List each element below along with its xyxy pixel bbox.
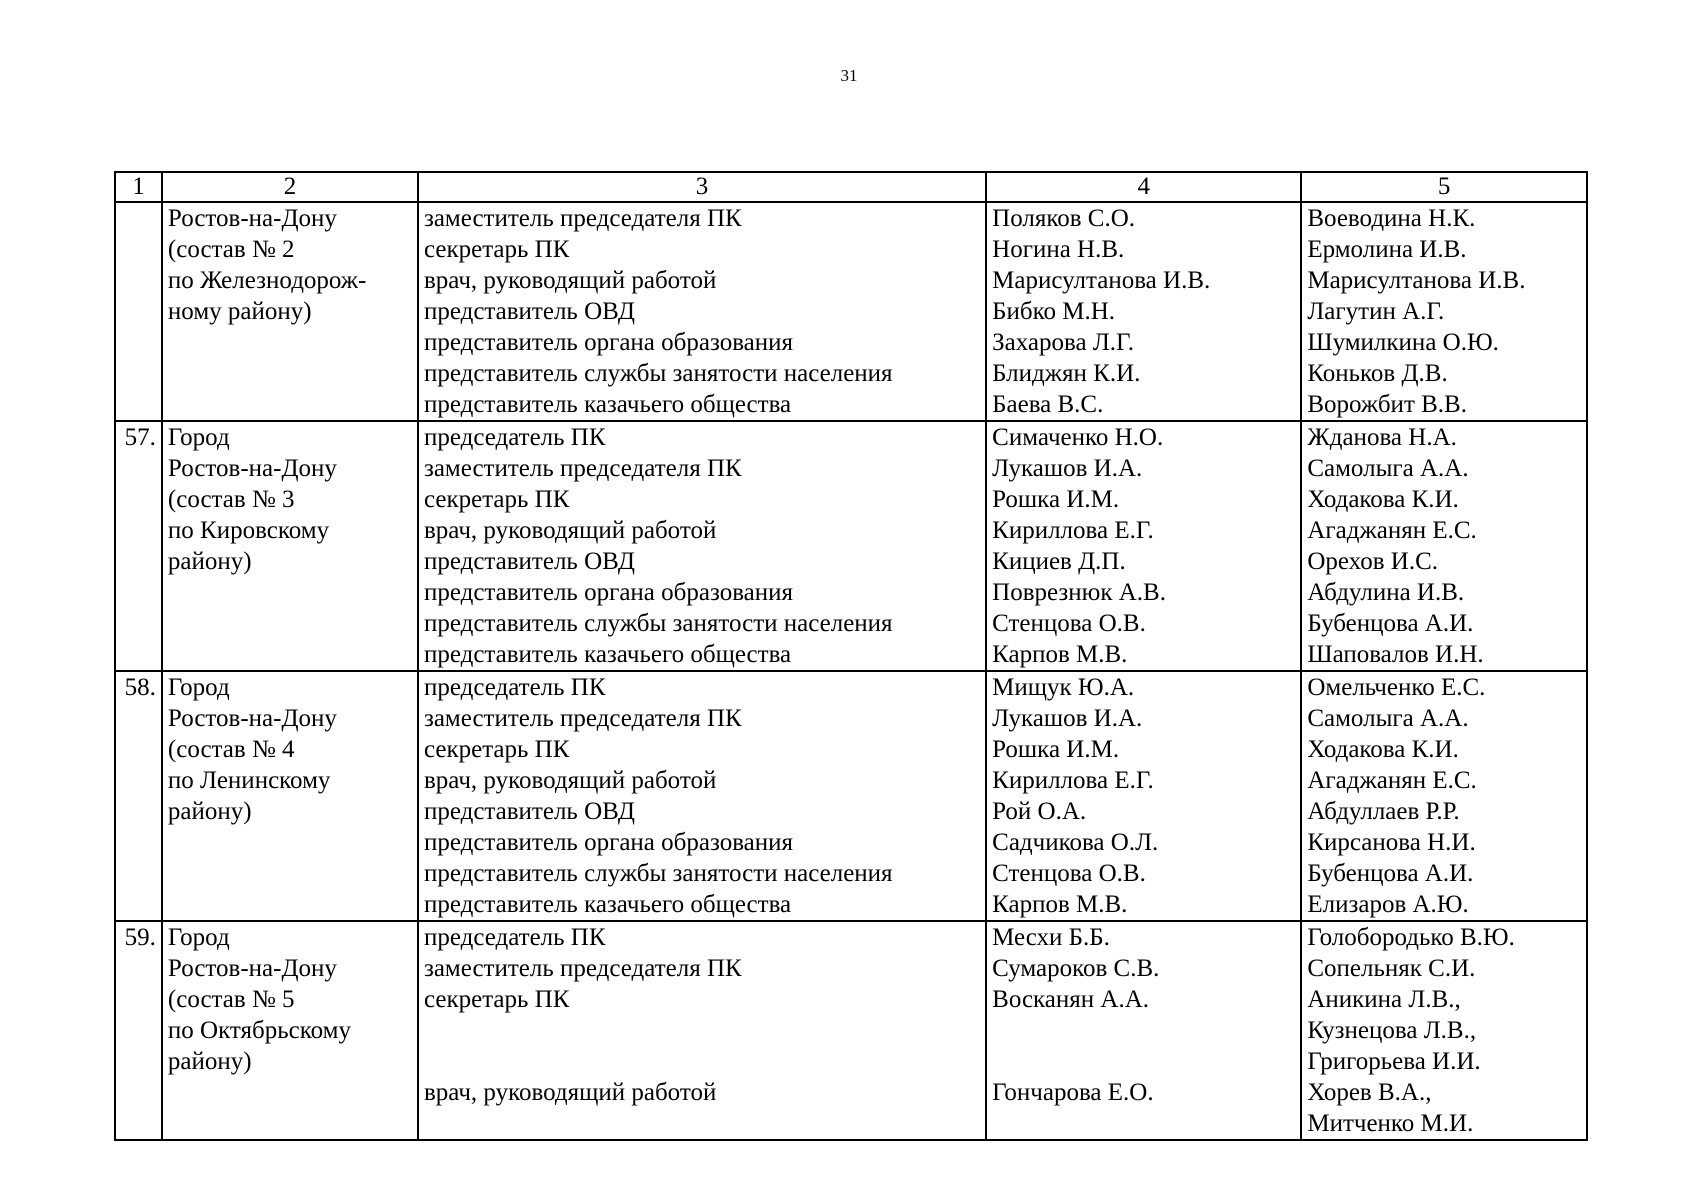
members-line: Мищук Ю.А. [992,674,1135,701]
roles-line [424,1015,980,1046]
roles-line: представитель органа образования [423,829,794,856]
members-line: Бибко М.Н. [992,298,1116,325]
territory-line: району) [167,1048,252,1075]
row-number [115,202,162,421]
roles-cell [418,671,986,921]
roles-line: секретарь ПК [423,486,570,513]
territory-line: Ростов-на-Дону [167,205,337,232]
members-line [992,1046,1295,1077]
members-line: Сумароков С.В. [992,955,1160,982]
reserves-line: Сопельняк С.И. [1307,955,1476,982]
reserves-line: Ходакова К.И. [1307,486,1459,513]
roles-line: врач, руководящий работой [423,517,717,544]
reserves-line: Воеводина Н.К. [1307,205,1476,232]
roles-line: заместитель председателя ПК [423,705,742,732]
territory-line: району) [167,548,252,575]
reserves-line: Бубенцова А.И. [1307,860,1474,887]
members-line: Лукашов И.А. [992,705,1143,732]
reserves-line: Голобородько В.Ю. [1307,924,1515,951]
roles-line: заместитель председателя ПК [423,205,742,232]
table-row [115,671,1587,921]
members-line: Симаченко Н.О. [992,424,1164,451]
roles-cell [418,421,986,671]
reserves-line: Ермолина И.В. [1307,236,1467,263]
territory-line: по Ленинскому [167,767,331,794]
members-line: Рошка И.М. [992,486,1120,513]
roles-line: председатель ПК [423,924,606,951]
row-number: 57. [115,421,162,671]
territory-line: (состав № 5 [167,986,295,1013]
reserves-line: Ходакова К.И. [1307,736,1459,763]
roles-line: представитель ОВД [423,548,635,575]
territory-line: Ростов-на-Дону [167,455,337,482]
header-col-2: 2 [162,172,418,202]
roles-line: представитель службы занятости населения [423,610,893,637]
roles-line: председатель ПК [423,424,606,451]
reserves-line: Григорьева И.И. [1307,1048,1481,1075]
roles-line: секретарь ПК [423,986,570,1013]
members-line: Садчикова О.Л. [992,829,1159,856]
members-line [992,1015,1295,1046]
reserves-line: Кирсанова Н.И. [1307,829,1476,856]
reserves-line: Омельченко Е.С. [1307,674,1486,701]
members-line: Стенцова О.В. [992,860,1146,887]
roles-line: врач, руководящий работой [423,767,717,794]
reserves-line: Жданова Н.А. [1307,424,1457,451]
commission-table [114,171,1588,1141]
territory-line: (состав № 4 [167,736,295,763]
reserves-cell [1301,202,1587,421]
reserves-line: Аникина Л.В., [1307,986,1461,1013]
reserves-cell [1301,421,1587,671]
territory-cell [162,921,418,1140]
territory-line: Ростов-на-Дону [167,955,337,982]
members-line: Захарова Л.Г. [992,329,1134,356]
territory-line: по Железнодорож- [167,267,367,294]
reserves-line: Митченко М.И. [1307,1110,1474,1137]
header-col-3: 3 [418,172,986,202]
reserves-line: Хорев В.А., [1307,1079,1432,1106]
members-line: Поляков С.О. [992,205,1135,232]
roles-line: представитель ОВД [423,298,635,325]
members-cell [986,421,1301,671]
reserves-cell [1301,921,1587,1140]
members-line: Месхи Б.Б. [992,924,1110,951]
roles-line: представитель службы занятости населения [423,860,893,887]
reserves-line: Елизаров А.Ю. [1307,891,1469,918]
reserves-line: Абдулина И.В. [1307,579,1465,606]
roles-cell [418,202,986,421]
roles-line: представитель органа образования [423,329,794,356]
members-line: Рой О.А. [992,798,1087,825]
reserves-line: Самолыга А.А. [1307,455,1469,482]
members-line: Карпов М.В. [992,891,1128,918]
header-col-1: 1 [115,172,162,202]
header-col-4: 4 [986,172,1301,202]
reserves-cell [1301,671,1587,921]
roles-cell [418,921,986,1140]
row-number: 58. [115,671,162,921]
reserves-line: Абдуллаев Р.Р. [1307,798,1460,825]
members-line: Гончарова Е.О. [992,1079,1154,1106]
members-line: Кириллова Е.Г. [992,517,1154,544]
roles-line [424,1046,980,1077]
roles-line: врач, руководящий работой [423,267,717,294]
members-line: Карпов М.В. [992,641,1128,668]
territory-cell [162,421,418,671]
territory-line: Город [167,674,230,701]
reserves-line: Марисултанова И.В. [1307,267,1526,294]
members-cell [986,202,1301,421]
members-line: Марисултанова И.В. [992,267,1211,294]
members-line: Кициев Д.П. [992,548,1126,575]
reserves-line: Шаповалов И.Н. [1307,641,1484,668]
roles-line: представитель органа образования [423,579,794,606]
roles-line: секретарь ПК [423,236,570,263]
header-col-5: 5 [1301,172,1587,202]
reserves-line: Ворожбит В.В. [1307,391,1467,418]
territory-line: (состав № 2 [167,236,295,263]
table-header-row [115,172,1587,202]
members-line: Рошка И.М. [992,736,1120,763]
roles-line: представитель казачьего общества [423,641,792,668]
territory-line: району) [167,798,252,825]
reserves-line: Лагутин А.Г. [1307,298,1445,325]
table-row [115,202,1587,421]
members-line: Кириллова Е.Г. [992,767,1154,794]
members-cell [986,671,1301,921]
territory-line: ному району) [167,298,312,325]
roles-line: представитель службы занятости населения [423,360,893,387]
reserves-line: Орехов И.С. [1307,548,1438,575]
reserves-line: Агаджанян Е.С. [1307,767,1477,794]
roles-line: председатель ПК [423,674,606,701]
row-number: 59. [115,921,162,1140]
table-row [115,421,1587,671]
reserves-line: Кузнецова Л.В., [1307,1017,1477,1044]
reserves-line: Шумилкина О.Ю. [1307,329,1499,356]
roles-line: врач, руководящий работой [423,1079,717,1106]
territory-line: Город [167,424,230,451]
page-number: 31 [840,66,858,85]
members-line: Поврезнюк А.В. [992,579,1166,606]
territory-cell [162,202,418,421]
members-line: Лукашов И.А. [992,455,1143,482]
roles-line: заместитель председателя ПК [423,955,742,982]
roles-line: представитель казачьего общества [423,391,792,418]
members-cell [986,921,1301,1140]
table-row [115,921,1587,1140]
territory-line: Город [167,924,230,951]
reserves-line: Самолыга А.А. [1307,705,1469,732]
territory-line: (состав № 3 [167,486,295,513]
members-line: Стенцова О.В. [992,610,1146,637]
territory-line: Ростов-на-Дону [167,705,337,732]
members-line: Блиджян К.И. [992,360,1141,387]
reserves-line: Агаджанян Е.С. [1307,517,1477,544]
roles-line: секретарь ПК [423,736,570,763]
reserves-line: Коньков Д.В. [1307,360,1448,387]
territory-line: по Октябрьскому [167,1017,351,1044]
members-line: Баева В.С. [992,391,1104,418]
roles-line: заместитель председателя ПК [423,455,742,482]
members-line: Ногина Н.В. [992,236,1125,263]
roles-line: представитель казачьего общества [423,891,792,918]
members-line: Восканян А.А. [992,986,1150,1013]
roles-line: представитель ОВД [423,798,635,825]
reserves-line: Бубенцова А.И. [1307,610,1474,637]
territory-line: по Кировскому [167,517,330,544]
territory-cell [162,671,418,921]
